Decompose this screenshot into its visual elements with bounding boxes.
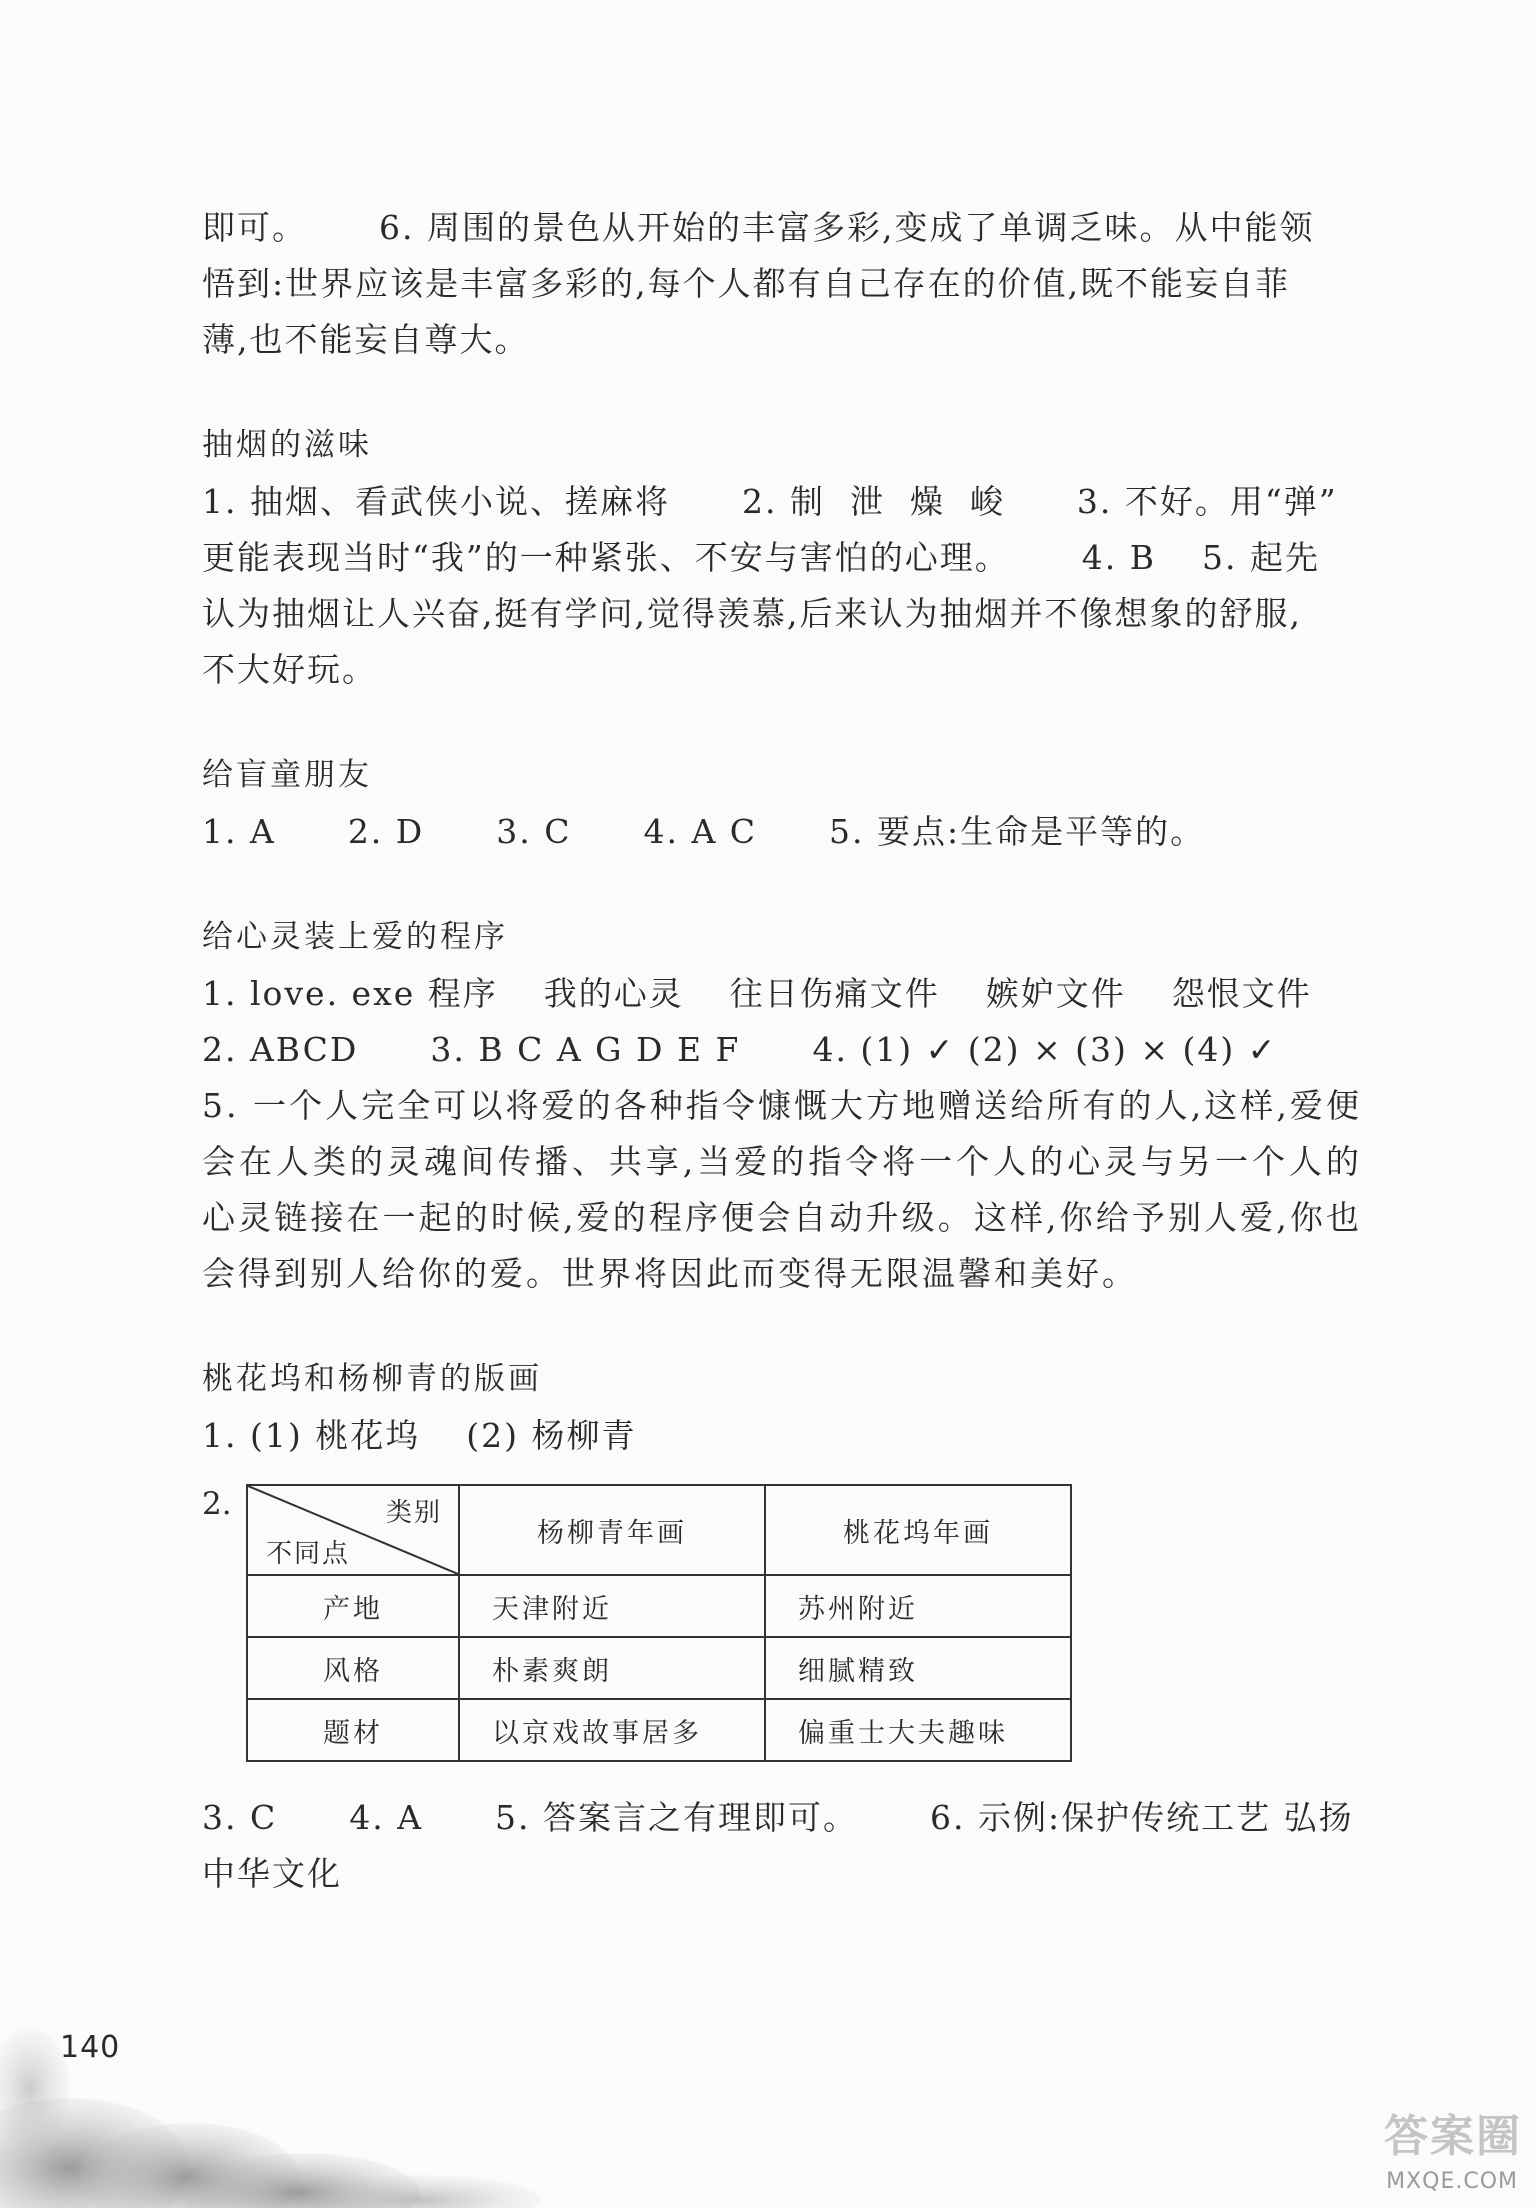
table-header-row xyxy=(247,1485,1071,1575)
section-title: 抽烟的滋味 xyxy=(202,427,372,463)
answer-5-paragraph: 5. 一个人完全可以将爱的各种指令慷慨大方地赠送给所有的人,这样,爱便会在人类的灵魂间传播、共享,当爱的指令将一个人的心灵与另一个人的心灵链接在一起的时候,爱的程序便会自动升级。这样,你给予别人爱,你也会得到别人给你的爱。世界将因此而变得无限温馨和美好。 xyxy=(202,1086,1362,1293)
comparison-table-block xyxy=(202,1484,1362,1776)
table-cell: 朴素爽朗 xyxy=(459,1637,765,1699)
answer-4: 4. (1) ✓ (2) × (3) × (4) ✓ xyxy=(812,1030,1278,1069)
table-cell: 偏重士大夫趣味 xyxy=(765,1699,1071,1761)
answer-line xyxy=(202,966,1362,1022)
answer-1-e: 怨恨文件 xyxy=(1171,974,1312,1013)
answer-4: 4. B xyxy=(1081,538,1156,577)
content-area xyxy=(202,200,1362,1902)
intro-line-1 xyxy=(202,200,1362,256)
table-cell: 以京戏故事居多 xyxy=(459,1699,765,1761)
answer-2: 2. ABCD xyxy=(202,1030,359,1069)
section-title: 给盲童朋友 xyxy=(202,757,372,793)
table-corner-cell xyxy=(247,1485,459,1575)
table-row xyxy=(247,1637,1071,1699)
table-cell: 天津附近 xyxy=(459,1575,765,1637)
answer-line xyxy=(202,530,1362,586)
answer-1: 1. (1) 桃花坞 xyxy=(202,1416,421,1455)
row-label: 题材 xyxy=(247,1699,459,1761)
watermark-url: MXQE.COM xyxy=(1386,2169,1518,2194)
answer-5: 5. 要点:生命是平等的。 xyxy=(829,812,1206,851)
answer-3: 3. 不好。用“弹” xyxy=(1076,482,1338,521)
table-cell: 细腻精致 xyxy=(765,1637,1071,1699)
table-row xyxy=(247,1575,1071,1637)
answer-1: 1. A xyxy=(202,812,276,851)
answer-1: 1. love. exe 程序 xyxy=(202,974,498,1013)
intro-block xyxy=(202,200,1362,368)
answer-line xyxy=(202,804,1362,860)
row-label: 产地 xyxy=(247,1575,459,1637)
answer-1-c: 往日伤痛文件 xyxy=(729,974,940,1013)
section-love-program xyxy=(202,910,1362,1302)
answer-3: 3. B C A G D E F xyxy=(430,1030,741,1069)
answer-4: 4. A C xyxy=(643,812,758,851)
final-answers xyxy=(202,1790,1362,1902)
answer-3: 3. C xyxy=(496,812,572,851)
section-title: 桃花坞和杨柳青的版画 xyxy=(202,1361,542,1397)
corner-top-label: 类别 xyxy=(385,1498,442,1528)
answer-4: 4. A xyxy=(349,1798,424,1837)
table-header-cell: 杨柳青年画 xyxy=(459,1485,765,1575)
answer-5: 5. 答案言之有理即可。 xyxy=(495,1798,859,1837)
intro-line-2: 悟到:世界应该是丰富多彩的,每个人都有自己存在的价值,既不能妄自菲 xyxy=(202,264,1291,303)
answer-2: 2. 制 泄 燥 峻 xyxy=(741,482,1005,521)
table-header-cell: 桃花坞年画 xyxy=(765,1485,1071,1575)
answer-line xyxy=(202,1790,1362,1846)
section-title: 给心灵装上爱的程序 xyxy=(202,919,508,955)
corner-bottom-label: 不同点 xyxy=(266,1539,351,1569)
answer-line xyxy=(202,1022,1362,1078)
answer-3: 3. C xyxy=(202,1798,278,1837)
answer-line: 不大好玩。 xyxy=(202,650,377,689)
row-label: 风格 xyxy=(247,1637,459,1699)
page-number: 140 xyxy=(60,2030,121,2065)
answer-2: 2. D xyxy=(347,812,425,851)
table-cell: 苏州附近 xyxy=(765,1575,1071,1637)
answer-line: 中华文化 xyxy=(202,1854,342,1893)
intro-line-3: 薄,也不能妄自尊大。 xyxy=(202,320,530,359)
answer-1-d: 嫉妒文件 xyxy=(985,974,1126,1013)
section-smoking xyxy=(202,418,1362,698)
comparison-table xyxy=(246,1484,1072,1762)
answer-1-b: 我的心灵 xyxy=(543,974,684,1013)
answer-3-cont: 更能表现当时“我”的一种紧张、不安与害怕的心理。 xyxy=(202,538,1010,577)
intro-line-1-b: 6. 周围的景色从开始的丰富多彩,变成了单调乏味。从中能领 xyxy=(379,208,1315,247)
section-woodblock-prints xyxy=(202,1352,1362,1902)
section-blind-children xyxy=(202,748,1362,860)
intro-line-1-a: 即可。 xyxy=(202,208,307,247)
answer-line xyxy=(202,1408,1362,1464)
answer-1: 1. 抽烟、看武侠小说、搓麻将 xyxy=(202,482,670,521)
answer-6: 6. 示例:保护传统工艺 弘扬 xyxy=(930,1798,1354,1837)
watermark-logo: 答案圈 xyxy=(1384,2111,1522,2162)
answer-1-b: (2) 杨柳青 xyxy=(466,1416,637,1455)
watermark xyxy=(1336,2098,1536,2208)
question-number: 2. xyxy=(202,1486,232,1522)
cloud-decoration-icon xyxy=(0,1988,560,2208)
answer-line xyxy=(202,474,1362,530)
answer-5: 5. 起先 xyxy=(1201,538,1320,577)
answer-line: 认为抽烟让人兴奋,挺有学问,觉得羡慕,后来认为抽烟并不像想象的舒服, xyxy=(202,594,1302,633)
table-row xyxy=(247,1699,1071,1761)
